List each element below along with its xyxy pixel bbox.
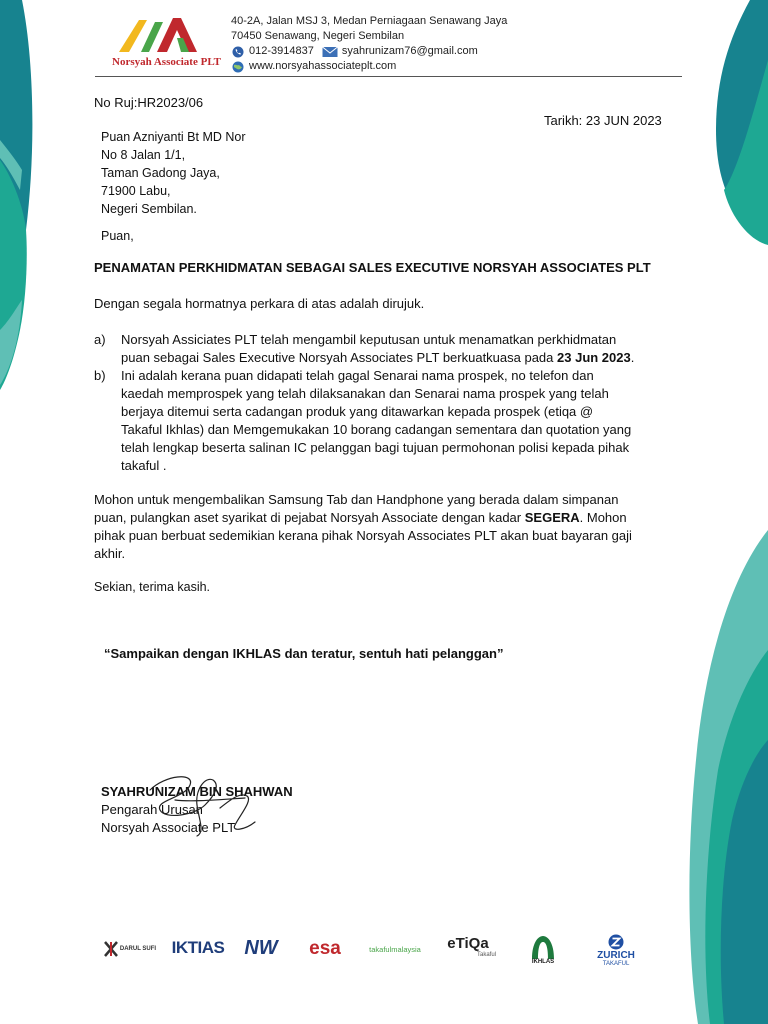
partner-logos — [100, 930, 660, 970]
text-segment: . Mohon — [579, 510, 627, 525]
address-line-2: 70450 Senawang, Negeri Sembilan — [231, 30, 405, 42]
recipient-line: Negeri Sembilan. — [101, 202, 197, 216]
list-item-text — [121, 367, 684, 475]
website-row — [231, 59, 507, 74]
ikhlas-arch-icon — [530, 935, 556, 959]
address-line-1: 40-2A, Jalan MSJ 3, Medan Perniagaan Senawang Jaya — [231, 15, 508, 27]
partner-logo-darul-sufi — [100, 938, 160, 960]
partner-logo-text: takafulmalaysia — [369, 944, 421, 954]
signer-name: SYAHRUNIZAM BIN SHAHWAN — [101, 784, 293, 799]
signer-title: Pengarah Urusan — [101, 802, 203, 817]
company-logo-mark-icon — [117, 14, 207, 54]
text-segment: puan sebagai Sales Executive Norsyah Associates PLT berkuatkuasa pada — [121, 350, 558, 365]
text-segment: puan, pulangkan aset syarikat di pejabat Norsyah Associate dengan kadar — [94, 510, 525, 525]
partner-logo-text: esa — [309, 938, 341, 959]
partner-logo-ikhlas — [518, 930, 568, 970]
recipient-address — [101, 128, 246, 218]
effective-date: 23 Jun 2023 — [557, 350, 631, 365]
company-logo — [112, 14, 227, 72]
list-item-line — [121, 349, 684, 367]
phone-number: 012-3914837 — [249, 45, 314, 57]
list-item-line: Norsyah Assiciates PLT telah mengambil keputusan untuk menamatkan perkhidmatan — [121, 332, 617, 347]
right-wave-decoration — [688, 0, 768, 1024]
intro-paragraph: Dengan segala hormatnya perkara di atas adalah dirujuk. — [94, 296, 425, 311]
reference-number: No Ruj:HR2023/06 — [94, 95, 204, 110]
urgent-emphasis: SEGERA — [524, 510, 580, 525]
list-item-line: Takaful Ikhlas) dan Memgemukakan 10 borang cadangan sementara dan quotation yang — [121, 422, 632, 437]
letterhead — [112, 14, 672, 78]
partner-logo-text: eTiQa — [447, 935, 489, 952]
partner-logo-text: IKTIAS — [171, 938, 225, 957]
partner-logo-nw-wealth — [237, 932, 285, 964]
recipient-line: 71900 Labu, — [101, 184, 171, 198]
paragraph-line: pihak puan berbuat sedemikian kerana pihak Norsyah Associates PLT akan buat bayaran gaji — [94, 528, 632, 543]
email-address: syahrunizam76@gmail.com — [341, 45, 478, 57]
letter-subject: PENAMATAN PERKHIDMATAN SEBAGAI SALES EXECUTIVE NORSYAH ASSOCIATES PLT — [94, 260, 651, 275]
partner-logo-subtext: Takaful — [476, 952, 496, 958]
list-item-line: berjaya ditemui serta cadangan produk yang ditawarkan kepada prospek (etiqa @ — [121, 404, 594, 419]
company-address — [231, 14, 507, 74]
company-logo-name: Norsyah Associate PLT — [112, 56, 221, 68]
partner-logo-iktias — [168, 932, 228, 964]
list-item-line: telah lengkap beserta salinan IC pelanggan bagi tujuan permohonan polisi kepada pihak — [121, 440, 630, 455]
paragraph-line: akhir. — [94, 546, 126, 561]
recipient-line: Puan Azniyanti Bt MD Nor — [101, 130, 246, 144]
partner-logo-text: IKHLAS — [531, 959, 555, 965]
paragraph-line — [94, 509, 684, 527]
handwritten-signature-icon — [135, 770, 265, 840]
partner-logo-text: DARUL SUFI — [119, 946, 157, 952]
globe-icon — [231, 61, 245, 73]
list-item-line: kaedah memprospek yang telah dilaksanakan dan Senarai nama prospek yang telah — [121, 386, 609, 401]
website-url: www.norsyahassociateplt.com — [249, 60, 397, 72]
list-item-label: a) — [94, 332, 106, 347]
recipient-line: No 8 Jalan 1/1, — [101, 148, 186, 162]
list-item-text — [121, 331, 684, 367]
paragraph-line: Mohon untuk mengembalikan Samsung Tab dan Handphone yang berada dalam simpanan — [94, 492, 619, 507]
list-item-label: b) — [94, 368, 106, 383]
closing-line: Sekian, terima kasih. — [94, 580, 211, 594]
partner-logo-zurich — [586, 930, 646, 970]
list-item-line: takaful . — [121, 458, 167, 473]
phone-icon — [231, 46, 245, 58]
list-item-line: Ini adalah kerana puan didapati telah gagal Senarai nama prospek, no telefon dan — [121, 368, 594, 383]
partner-logo-takaful-malaysia — [362, 940, 428, 958]
left-wave-decoration — [0, 0, 70, 1024]
contact-row — [231, 44, 507, 59]
company-motto: “Sampaikan dengan IKHLAS dan teratur, sentuh hati pelanggan” — [104, 646, 504, 661]
partner-logo-esa — [300, 932, 350, 966]
zurich-mark-icon — [608, 934, 624, 950]
text-segment: . — [630, 350, 635, 365]
recipient-line: Taman Gadong Jaya, — [101, 166, 220, 180]
partner-logo-etiqa — [440, 932, 496, 962]
darul-sufi-mark-icon — [104, 941, 118, 957]
partner-logo-text: NW — [244, 936, 278, 959]
partner-logo-text: ZURICH — [597, 949, 635, 961]
signer-company: Norsyah Associate PLT — [101, 820, 236, 835]
salutation: Puan, — [101, 229, 134, 243]
return-assets-paragraph — [94, 491, 684, 563]
header-divider — [95, 76, 682, 77]
partner-logo-subtext: TAKAFUL — [602, 960, 630, 967]
email-icon — [322, 46, 338, 58]
letter-date: Tarikh: 23 JUN 2023 — [544, 113, 662, 128]
